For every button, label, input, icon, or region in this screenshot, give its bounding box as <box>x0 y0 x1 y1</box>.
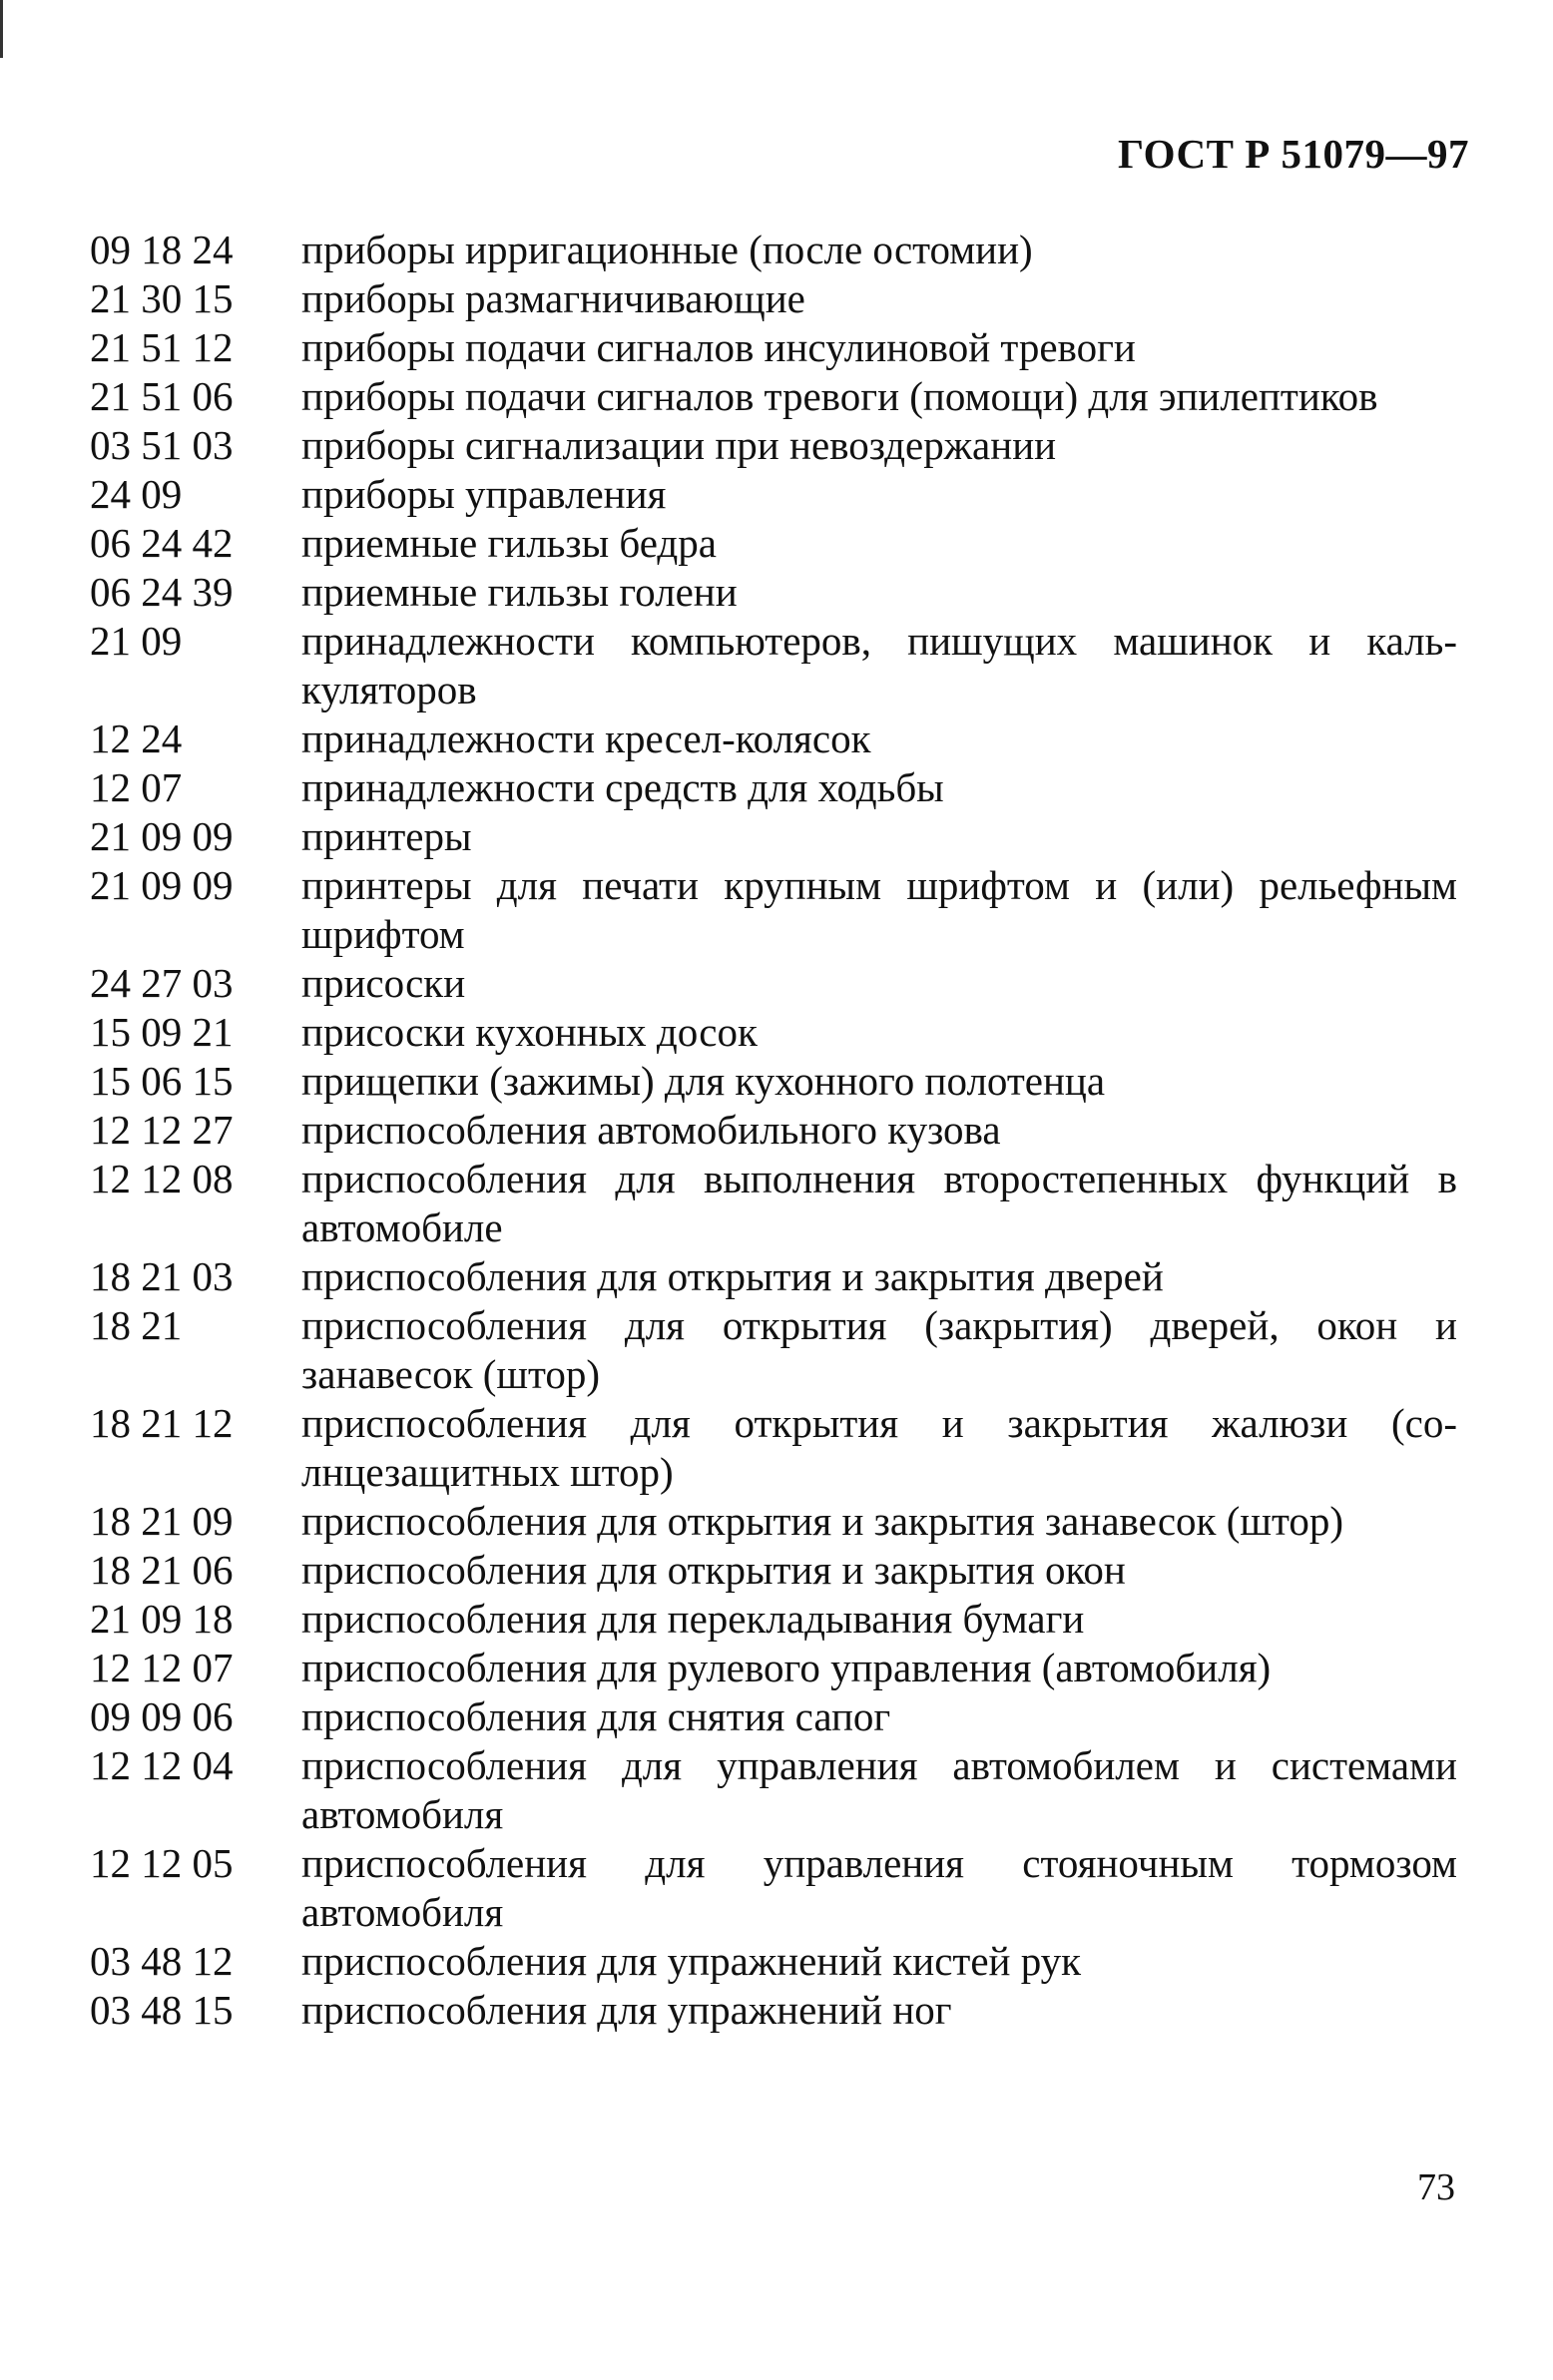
list-item <box>90 617 1457 714</box>
entry-code: 21 09 09 <box>90 862 234 908</box>
entry-term: приспособления для упражнений ног <box>301 1987 952 2033</box>
list-item <box>90 763 1457 812</box>
list-item <box>90 1986 1457 2035</box>
list-item <box>90 226 1457 274</box>
entry-code: 09 18 24 <box>90 227 234 272</box>
list-item <box>90 421 1457 470</box>
list-item <box>90 1741 1457 1839</box>
entry-code: 24 09 <box>90 471 183 517</box>
list-item <box>90 1497 1457 1546</box>
scan-edge-mark <box>0 0 3 58</box>
list-item <box>90 959 1457 1008</box>
list-item <box>90 1937 1457 1986</box>
entry-term: приспособления для управления стояночным тормозом автомобиля <box>301 1840 1457 1935</box>
entry-term: приспособления для перекладывания бумаги <box>301 1596 1085 1642</box>
list-item <box>90 519 1457 568</box>
entry-code: 03 48 12 <box>90 1938 234 1984</box>
entry-code: 12 12 07 <box>90 1645 234 1690</box>
entry-term: приспособления для открытия (закрытия) дверей, окон и занавесок (штор) <box>301 1302 1457 1397</box>
entry-term: приборы сигнализации при невоздержании <box>301 422 1057 468</box>
entry-code: 21 51 12 <box>90 324 234 370</box>
entry-term: прищепки (зажимы) для кухонного полотенца <box>301 1058 1106 1104</box>
entry-term: приемные гильзы голени <box>301 569 738 615</box>
entry-term: приспособления для рулевого управления (автомобиля) <box>301 1645 1272 1690</box>
entry-code: 18 21 12 <box>90 1400 234 1446</box>
list-item <box>90 323 1457 372</box>
entry-code: 12 07 <box>90 764 183 810</box>
entry-code: 21 09 09 <box>90 813 234 859</box>
document-header: ГОСТ Р 51079—97 <box>1118 131 1469 177</box>
list-item <box>90 861 1457 959</box>
entry-code: 12 12 27 <box>90 1107 234 1153</box>
list-item <box>90 714 1457 763</box>
entry-term: принадлежности средств для ходьбы <box>301 764 944 810</box>
entry-term: приборы подачи сигналов инсулиновой тревоги <box>301 324 1136 370</box>
entry-term: приборы ирригационные (после остомии) <box>301 227 1033 272</box>
entry-term: приспособления для открытия и закрытия занавесок (штор) <box>301 1498 1343 1544</box>
entry-term: приспособления для управления автомобилем и системами автомобиля <box>301 1742 1457 1837</box>
entry-term: принтеры <box>301 813 472 859</box>
entry-term: принтеры для печати крупным шрифтом и (или) рельефным шрифтом <box>301 862 1457 957</box>
entry-term: приспособления автомобильного кузова <box>301 1107 1001 1153</box>
entry-term: приспособления для открытия и закрытия дверей <box>301 1253 1164 1299</box>
entry-list <box>90 226 1457 2035</box>
entry-code: 06 24 39 <box>90 569 234 615</box>
entry-term: приспособления для открытия и закрытия окон <box>301 1547 1126 1593</box>
list-item <box>90 470 1457 519</box>
list-item <box>90 1106 1457 1155</box>
entry-term: принадлежности компьютеров, пишущих машинок и калькуляторов <box>301 618 1457 713</box>
entry-term: приспособления для выполнения второстепенных функций в автомобиле <box>301 1156 1457 1250</box>
list-item <box>90 1839 1457 1937</box>
entry-term: приспособления для открытия и закрытия жалюзи (солнцезащитных штор) <box>301 1400 1457 1495</box>
list-item <box>90 1057 1457 1106</box>
entry-term: приспособления для упражнений кистей рук <box>301 1938 1082 1984</box>
entry-code: 21 09 <box>90 618 183 664</box>
list-item <box>90 1546 1457 1595</box>
entry-term: приборы управления <box>301 471 667 517</box>
list-item <box>90 1008 1457 1057</box>
entry-code: 03 48 15 <box>90 1987 234 2033</box>
entry-code: 18 21 09 <box>90 1498 234 1544</box>
list-item <box>90 812 1457 861</box>
entry-term: присоски <box>301 960 466 1006</box>
entry-code: 03 51 03 <box>90 422 234 468</box>
entry-code: 12 12 04 <box>90 1742 234 1788</box>
entry-code: 18 21 06 <box>90 1547 234 1593</box>
list-item <box>90 274 1457 323</box>
entry-code: 24 27 03 <box>90 960 234 1006</box>
list-item <box>90 1252 1457 1301</box>
entry-code: 06 24 42 <box>90 520 234 566</box>
list-item <box>90 1399 1457 1497</box>
entry-code: 15 06 15 <box>90 1058 234 1104</box>
list-item <box>90 372 1457 421</box>
entry-code: 12 12 05 <box>90 1840 234 1886</box>
entry-term: приборы подачи сигналов тревоги (помощи) для эпилептиков <box>301 373 1378 419</box>
entry-code: 09 09 06 <box>90 1693 234 1739</box>
list-item <box>90 568 1457 617</box>
list-item <box>90 1692 1457 1741</box>
entry-code: 18 21 03 <box>90 1253 234 1299</box>
entry-term: приспособления для снятия сапог <box>301 1693 891 1739</box>
entry-code: 21 30 15 <box>90 275 234 321</box>
entry-term: принадлежности кресел-колясок <box>301 715 871 761</box>
entry-code: 15 09 21 <box>90 1009 234 1055</box>
entry-code: 12 24 <box>90 715 183 761</box>
entry-code: 21 09 18 <box>90 1596 234 1642</box>
entry-term: приемные гильзы бедра <box>301 520 717 566</box>
entry-term: присоски кухонных досок <box>301 1009 758 1055</box>
entry-term: приборы размагничивающие <box>301 275 805 321</box>
entry-code: 12 12 08 <box>90 1156 234 1201</box>
page-number: 73 <box>1417 2166 1455 2208</box>
entry-code: 21 51 06 <box>90 373 234 419</box>
list-item <box>90 1155 1457 1252</box>
entry-code: 18 21 <box>90 1302 183 1348</box>
list-item <box>90 1301 1457 1399</box>
list-item <box>90 1644 1457 1692</box>
list-item <box>90 1595 1457 1644</box>
